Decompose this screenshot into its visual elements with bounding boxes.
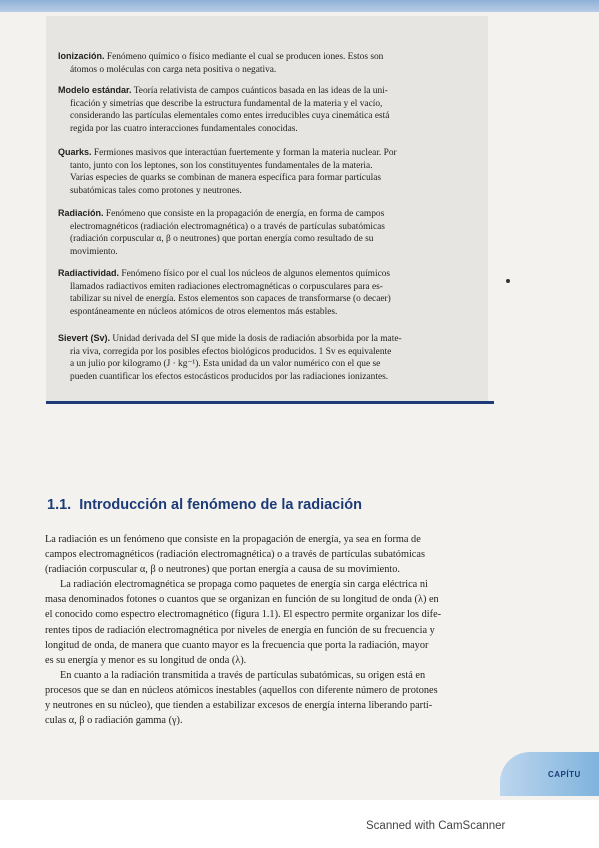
glossary-term: Modelo estándar. [58, 85, 132, 95]
chapter-tab-label: CAPÍTU [548, 770, 581, 779]
glossary-term: Radiación. [58, 208, 104, 218]
glossary-text: tanto, junto con los leptones, son los constituyentes fundamentales de la materia. [70, 160, 373, 171]
glossary-entry-modelo-estandar [58, 84, 496, 135]
glossary-entry-sievert [58, 332, 496, 383]
body-line: campos electromagnéticos (radiación electromagnética) o a través de partículas subatómicas [45, 549, 425, 561]
glossary-text: ria viva, corregida por los posibles efectos biológicos producidos. 1 Sv es equivalente [70, 346, 392, 357]
glossary-text: Fenómeno químico o físico mediante el cual se producen iones. Estos son [106, 52, 384, 62]
top-color-band [0, 0, 599, 12]
glossary-text: electromagnéticos (radiación electromagnética) o a través de partículas subatómicas [70, 221, 385, 232]
body-line: es su energía y menor es su longitud de onda (λ). [45, 654, 247, 666]
glossary-text: Fenómeno físico por el cual los núcleos de algunos elementos químicos [121, 269, 391, 279]
glossary-divider [46, 401, 494, 404]
glossary-entry-ionizacion [58, 50, 496, 76]
glossary-text: ficación y simetrías que describe la estructura fundamental de la materia y el vacío, [70, 98, 383, 109]
section-title-text: Introducción al fenómeno de la radiación [79, 497, 362, 513]
glossary-text: Teoría relativista de campos cuánticos basada en las ideas de la uni- [133, 86, 388, 96]
glossary-text: Varias especies de quarks se combinan de manera específica para formar partículas [70, 173, 382, 184]
body-line: procesos que se dan en núcleos atómicos inestables (aquellos con diferente número de protones [45, 684, 438, 696]
section-body [45, 532, 540, 728]
glossary-text: a un julio por kilogramo (J · kg⁻¹). Esta unidad da un valor numérico con el que se [70, 359, 381, 370]
margin-mark [506, 279, 510, 283]
body-line: rentes tipos de radiación electromagnética por niveles de energía en función de su frecuencia y [45, 624, 435, 636]
glossary-text: Fermiones masivos que interactúan fuertemente y forman la materia nuclear. Por [93, 148, 397, 158]
glossary-text: espontáneamente en núcleos atómicos de otros elementos más estables. [70, 306, 338, 317]
glossary-text: considerando las partículas elementales como entes irreducibles cuya cinemática está [70, 111, 390, 122]
glossary-text: llamados radiactivos emiten radiaciones electromagnéticas o corpusculares para es- [70, 281, 383, 292]
body-line: culas α, β o radiación gamma (γ). [45, 715, 183, 727]
body-line: En cuanto a la radiación transmitida a través de partículas subatómicas, su origen está en [60, 669, 426, 681]
section-number: 1.1. [47, 497, 72, 513]
body-line: La radiación electromagnética se propaga como paquetes de energía sin carga eléctrica ni [60, 579, 428, 591]
glossary-term: Ionización. [58, 51, 105, 61]
glossary-term: Quarks. [58, 147, 92, 157]
body-line: (radiación corpuscular α, β o neutrones) que portan energía a causa de su movimiento. [45, 564, 400, 576]
glossary-text: átomos o moléculas con carga neta positiva o negativa. [70, 64, 277, 75]
glossary-term: Sievert (Sv). [58, 333, 111, 343]
body-line: masa denominados fotones o cuantos que se organizan en función de su longitud de onda (λ) en [45, 594, 439, 606]
glossary-text: tabilizar su nivel de energía. Estos elementos son capaces de transformarse (o decaer) [70, 294, 391, 305]
section-heading [47, 497, 362, 513]
glossary-entry-radiactividad [58, 267, 496, 318]
chapter-tab [500, 752, 599, 796]
glossary-text: movimiento. [70, 246, 118, 257]
body-line: y neutrones en su núcleo), que tienden a estabilizar excesos de energía interna liberando partí- [45, 700, 433, 712]
body-line: longitud de onda, de manera que cuanto mayor es la frecuencia que porta la radiación, mayor [45, 639, 429, 651]
body-line: el conocido como espectro electromagnético (figura 1.1). El espectro permite organizar los dife- [45, 609, 442, 621]
glossary-text: Fenómeno que consiste en la propagación de energía, en forma de campos [105, 209, 385, 219]
glossary-term: Radiactividad. [58, 268, 120, 278]
glossary-text: (radiación corpuscular α, β o neutrones) que portan energía como resultado de su [70, 234, 374, 245]
scanner-watermark: Scanned with CamScanner [366, 820, 506, 832]
glossary-text: pueden cuantificar los efectos estocásticos producidos por las radiaciones ionizantes. [70, 371, 389, 382]
glossary-entry-radiacion [58, 207, 496, 258]
glossary-text: subatómicas tales como protones y neutrones. [70, 185, 242, 196]
glossary-entry-quarks [58, 146, 496, 197]
body-line: La radiación es un fenómeno que consiste en la propagación de energía, ya sea en forma de [45, 534, 421, 545]
glossary-text: Unidad derivada del SI que mide la dosis de radiación absorbida por la mate- [112, 334, 402, 344]
glossary-text: regida por las cuatro interacciones fundamentales conocidas. [70, 123, 298, 134]
